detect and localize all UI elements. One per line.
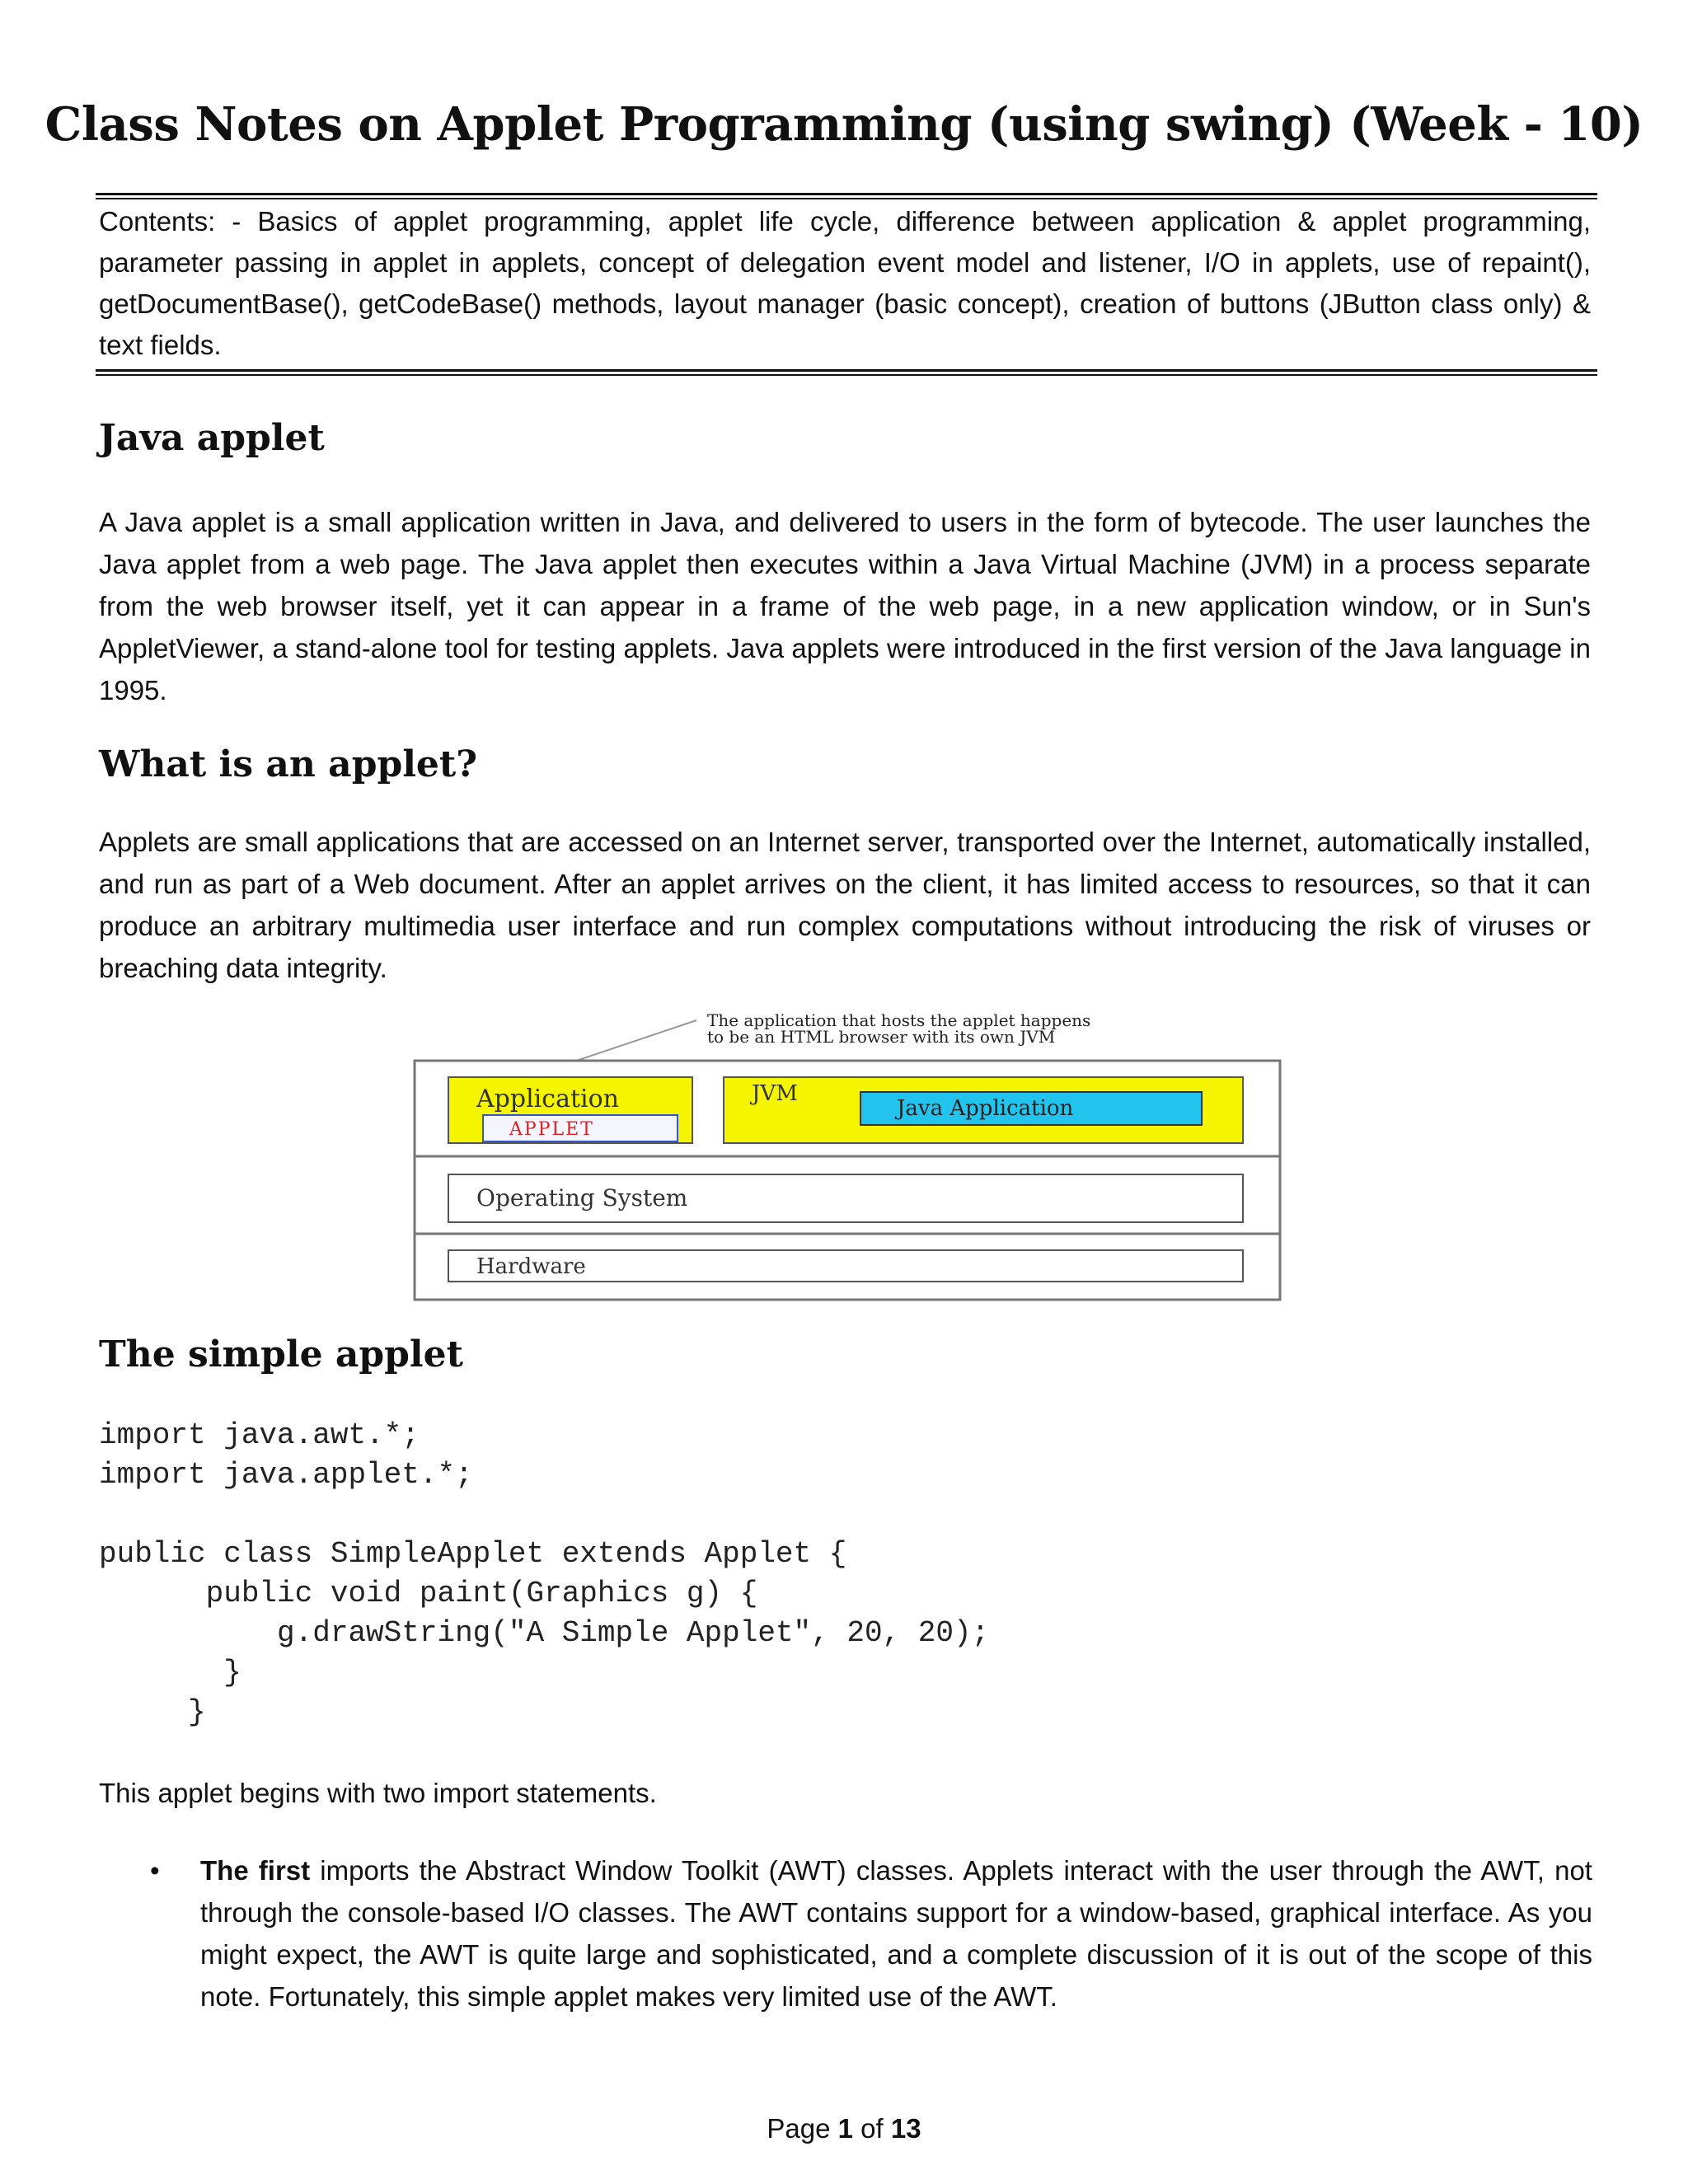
diagram-jvm-label: JVM <box>752 1081 798 1106</box>
footer-prefix: Page <box>767 2113 838 2144</box>
heading-java-applet: Java applet <box>99 417 325 459</box>
bottom-rule-upper <box>96 369 1597 372</box>
top-rule-lower <box>96 198 1597 199</box>
bottom-rule-lower <box>96 374 1597 376</box>
diagram-java-application-label: Java Application <box>897 1096 1074 1121</box>
applet-architecture-diagram <box>412 1010 1286 1306</box>
paragraph-java-applet: A Java applet is a small application written in Java, and delivered to users in the form of bytecode. The user launches the Java applet from a web page. The Java applet then executes within a Java Virtual Machine (JVM) in a process separate from the web browser itself, yet it can appear in a frame of the web page, in a new application window, or in Sun's AppletViewer, a stand-alone tool for testing applets. Java applets were introduced in the first version of the Java language in 1995. <box>99 507 1591 705</box>
bullet-dot-icon: • <box>150 1855 160 1886</box>
page-title: Class Notes on Applet Programming (using swing) (Week - 10) <box>45 97 1643 152</box>
footer-middle: of <box>853 2113 891 2144</box>
heading-what-is-applet: What is an applet? <box>99 743 478 785</box>
footer-total-pages: 13 <box>890 2113 921 2144</box>
paragraph-what-is-applet: Applets are small applications that are accessed on an Internet server, transported over the Internet, automatically installed, and run as part of a Web document. After an applet arrives on the client, it has limited access to resources, so that it can produce an arbitrary multimedia user interface and run complex computations without introducing the risk of viruses or breaching data integrity. <box>99 827 1591 983</box>
bullet-text: imports the Abstract Window Toolkit (AWT) classes. Applets interact with the user through the AWT, not through the console-based I/O classes. The AWT contains support for a window-based, graphical interface. As you might expect, the AWT is quite large and sophisticated, and a complete discussion of it is out of the scope of this note. Fortunately, this simple applet makes very limited use of the AWT. <box>200 1855 1592 2012</box>
footer-current-page: 1 <box>837 2113 854 2144</box>
contents-summary: Contents: - Basics of applet programming, applet life cycle, difference between application & applet programming, parameter passing in applet in applets, concept of delegation event model and listener, I/O in applets, use of repaint(), getDocumentBase(), getCodeBase() methods, layout manager (basic concept), creation of buttons (JButton class only) & text fields. <box>99 206 1591 360</box>
bullet-lead: The first <box>200 1855 311 1886</box>
page-footer <box>0 2113 1688 2144</box>
diagram-os-label: Operating System <box>476 1184 688 1212</box>
bullet-list <box>99 1849 1592 2018</box>
bullet-item-first <box>99 1849 1592 2018</box>
diagram-application-label: Application <box>476 1085 619 1113</box>
diagram-applet-label: APPLET <box>509 1119 594 1140</box>
diagram-caption-line2: to be an HTML browser with its own JVM <box>707 1027 1056 1047</box>
top-rule-upper <box>96 193 1597 195</box>
code-block-simple-applet: import java.awt.*; import java.applet.*; public class SimpleApplet extends Applet { public void paint(Graphics g) { g.drawString("A Simple Applet", 20, 20); } } <box>99 1418 990 1729</box>
diagram-caption-line1: The application that hosts the applet happens <box>707 1010 1091 1030</box>
heading-simple-applet: The simple applet <box>99 1333 463 1376</box>
diagram-hardware-label: Hardware <box>476 1254 586 1279</box>
paragraph-import-statements: This applet begins with two import statements. <box>99 1778 657 1808</box>
